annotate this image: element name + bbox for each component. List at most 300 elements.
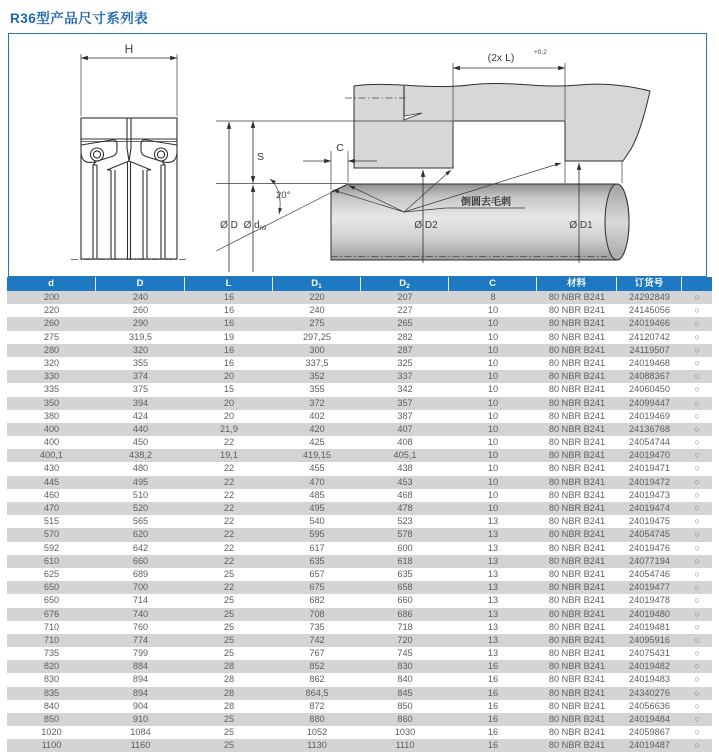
stock-indicator: ○ xyxy=(694,318,700,329)
table-cell: 352 xyxy=(309,371,325,382)
table-cell: 24088367 xyxy=(629,371,670,382)
table-cell: 80 NBR B241 xyxy=(548,687,606,698)
table-cell: 355 xyxy=(132,357,149,368)
stock-indicator: ○ xyxy=(694,700,700,711)
table-cell: 884 xyxy=(132,661,149,672)
table-cell: 894 xyxy=(132,687,149,698)
table-body xyxy=(7,291,712,752)
table-cell: 840 xyxy=(397,674,413,685)
table-cell: 24019484 xyxy=(629,714,670,724)
table-cell: 578 xyxy=(397,529,413,540)
stock-indicator: ○ xyxy=(694,555,700,566)
table-cell: 453 xyxy=(397,476,413,487)
table-cell: 80 NBR B241 xyxy=(548,450,606,461)
table-cell: 80 NBR B241 xyxy=(548,344,606,355)
stock-indicator: ○ xyxy=(694,384,700,395)
table-row xyxy=(7,476,712,489)
table-cell: 24019475 xyxy=(629,516,670,527)
table-cell: 1020 xyxy=(41,727,62,738)
stock-indicator: ○ xyxy=(694,410,700,421)
dia-d-label: Ø $d_{h9}$ xyxy=(243,220,267,232)
table-cell: 24056636 xyxy=(629,700,670,711)
table-cell: 13 xyxy=(487,529,499,540)
table-cell: 22 xyxy=(223,529,235,540)
table-row xyxy=(7,568,712,581)
table-row xyxy=(7,331,712,344)
table-cell: 24019470 xyxy=(629,450,670,461)
table-cell: 24019481 xyxy=(629,621,670,632)
angle-label: 20° xyxy=(276,190,291,201)
table-cell: 19,1 xyxy=(220,450,238,461)
table-cell: 80 NBR B241 xyxy=(548,423,606,434)
table-cell: 13 xyxy=(487,542,499,553)
table-cell: 387 xyxy=(397,410,413,421)
table-cell: 80 NBR B241 xyxy=(548,292,606,302)
table-row xyxy=(7,436,712,449)
table-cell: 22 xyxy=(223,463,235,474)
table-row xyxy=(7,344,712,357)
shaft-end-cap xyxy=(605,184,629,260)
table-row xyxy=(7,687,712,700)
table-row xyxy=(7,621,712,634)
table-row xyxy=(7,370,712,383)
column-header: $D_1$ xyxy=(273,277,361,291)
table-cell: 24019468 xyxy=(629,357,670,368)
stock-indicator: ○ xyxy=(694,648,700,659)
table-cell: 510 xyxy=(132,489,149,500)
table-row xyxy=(7,423,712,436)
table-cell: 618 xyxy=(397,555,413,566)
table-cell: 80 NBR B241 xyxy=(548,621,606,632)
table-cell: 13 xyxy=(487,555,499,566)
stock-indicator: ○ xyxy=(694,516,700,527)
table-cell: 80 NBR B241 xyxy=(548,331,606,342)
table-cell: 80 NBR B241 xyxy=(548,661,606,672)
table-cell: 10 xyxy=(487,397,499,408)
table-cell: 24145056 xyxy=(629,305,670,316)
l-dimension-label: (2x L) xyxy=(487,52,515,64)
table-cell: 21,9 xyxy=(220,423,238,434)
table-cell: 220 xyxy=(43,305,60,316)
table-cell: 13 xyxy=(487,516,499,527)
table-cell: 24120742 xyxy=(629,331,670,342)
table-cell: 200 xyxy=(43,292,60,302)
stock-indicator: ○ xyxy=(694,674,700,685)
table-cell: 25 xyxy=(223,621,235,632)
table-cell: 682 xyxy=(309,595,325,606)
table-cell: 16 xyxy=(487,687,499,698)
table-cell: 265 xyxy=(397,318,413,329)
table-cell: 10 xyxy=(487,344,499,355)
table-cell: 8 xyxy=(490,292,496,302)
table-cell: 24019469 xyxy=(629,410,670,421)
table-cell: 420 xyxy=(309,423,325,434)
table-row xyxy=(7,555,712,568)
table-cell: 625 xyxy=(43,568,60,579)
table-cell: 24054744 xyxy=(629,437,670,448)
table-cell: 407 xyxy=(397,423,413,434)
table-row xyxy=(7,713,712,726)
stock-indicator: ○ xyxy=(694,542,700,553)
table-cell: 24019482 xyxy=(629,661,670,672)
table-row xyxy=(7,608,712,621)
table-cell: 24136768 xyxy=(629,423,670,434)
table-cell: 240 xyxy=(309,305,325,316)
table-cell: 24019476 xyxy=(629,542,670,553)
table-cell: 80 NBR B241 xyxy=(548,674,606,685)
table-cell: 440 xyxy=(132,423,149,434)
table-row xyxy=(7,673,712,686)
table-cell: 760 xyxy=(132,621,149,632)
table-cell: 718 xyxy=(397,621,413,632)
table-cell: 80 NBR B241 xyxy=(548,357,606,368)
table-cell: 400 xyxy=(43,437,60,448)
table-cell: 910 xyxy=(132,714,149,724)
table-cell: 10 xyxy=(487,331,499,342)
table-cell: 13 xyxy=(487,634,499,645)
table-row xyxy=(7,739,712,752)
table-cell: 80 NBR B241 xyxy=(548,634,606,645)
table-cell: 13 xyxy=(487,582,499,593)
stock-indicator: ○ xyxy=(694,727,700,738)
stock-indicator: ○ xyxy=(694,714,700,724)
table-cell: 80 NBR B241 xyxy=(548,542,606,553)
table-cell: 22 xyxy=(223,516,235,527)
table-cell: 357 xyxy=(397,397,413,408)
table-cell: 297,25 xyxy=(302,331,332,342)
table-cell: 676 xyxy=(43,608,60,619)
stock-indicator: ○ xyxy=(694,529,700,540)
table-cell: 22 xyxy=(223,489,235,500)
table-cell: 485 xyxy=(309,489,325,500)
table-cell: 686 xyxy=(397,608,413,619)
table-cell: 852 xyxy=(309,661,325,672)
table-cell: 880 xyxy=(309,714,325,724)
table-cell: 227 xyxy=(397,305,413,316)
table-cell: 710 xyxy=(43,634,60,645)
stock-indicator: ○ xyxy=(694,489,700,500)
table-cell: 24019473 xyxy=(629,489,670,500)
stock-indicator: ○ xyxy=(694,463,700,474)
table-cell: 830 xyxy=(397,661,413,672)
table-cell: 80 NBR B241 xyxy=(548,384,606,395)
stock-indicator: ○ xyxy=(694,344,700,355)
table-cell: 16 xyxy=(487,727,499,738)
table-cell: 495 xyxy=(132,476,149,487)
installation-drawing xyxy=(216,49,650,272)
table-cell: 835 xyxy=(43,687,60,698)
table-cell: 372 xyxy=(309,397,325,408)
table-cell: 1030 xyxy=(394,727,416,738)
table-cell: 402 xyxy=(309,410,325,421)
table-row xyxy=(7,462,712,475)
table-cell: 319,5 xyxy=(129,331,152,342)
table-cell: 80 NBR B241 xyxy=(548,700,606,711)
table-cell: 16 xyxy=(223,292,235,302)
table-row xyxy=(7,304,712,317)
table-cell: 80 NBR B241 xyxy=(548,476,606,487)
table-cell: 24019478 xyxy=(629,595,670,606)
seal-cross-section-drawing xyxy=(71,42,187,260)
table-cell: 15 xyxy=(223,384,235,395)
table-cell: 455 xyxy=(309,463,325,474)
table-cell: 495 xyxy=(309,503,325,513)
table-cell: 80 NBR B241 xyxy=(548,714,606,724)
table-row xyxy=(7,594,712,607)
table-row xyxy=(7,515,712,528)
table-cell: 260 xyxy=(132,305,149,316)
table-cell: 720 xyxy=(397,634,413,645)
table-cell: 80 NBR B241 xyxy=(548,397,606,408)
table-cell: 282 xyxy=(397,331,413,342)
h-dimension-label: H xyxy=(124,42,134,56)
table-cell: 845 xyxy=(397,687,413,698)
table-cell: 570 xyxy=(43,529,60,540)
table-cell: 10 xyxy=(487,450,499,461)
table-cell: 374 xyxy=(132,371,149,382)
column-header: C xyxy=(449,277,537,291)
table-cell: 1160 xyxy=(130,740,151,751)
table-cell: 300 xyxy=(309,344,325,355)
table-cell: 24019471 xyxy=(629,463,670,474)
table-cell: 290 xyxy=(132,318,149,329)
table-cell: 19 xyxy=(223,331,235,342)
table-cell: 207 xyxy=(397,292,413,302)
table-cell: 438,2 xyxy=(129,450,152,461)
table-cell: 80 NBR B241 xyxy=(548,463,606,474)
table-cell: 675 xyxy=(309,582,325,593)
stock-indicator: ○ xyxy=(694,397,700,408)
dia-D2-label: Ø D2 xyxy=(414,220,438,231)
table-cell: 424 xyxy=(132,410,149,421)
table-cell: 400 xyxy=(43,423,60,434)
table-cell: 16 xyxy=(487,674,499,685)
table-row xyxy=(7,542,712,555)
table-cell: 16 xyxy=(487,700,499,711)
table-cell: 280 xyxy=(43,344,60,355)
table-cell: 80 NBR B241 xyxy=(548,371,606,382)
table-cell: 20 xyxy=(223,410,235,421)
l-tolerance-label: +0,2 xyxy=(534,49,547,56)
table-cell: 904 xyxy=(132,700,149,711)
table-cell: 660 xyxy=(397,595,413,606)
table-cell: 80 NBR B241 xyxy=(548,568,606,579)
table-cell: 24340276 xyxy=(629,687,670,698)
table-cell: 10 xyxy=(487,489,499,500)
table-cell: 80 NBR B241 xyxy=(548,608,606,619)
table-cell: 635 xyxy=(397,568,413,579)
table-cell: 25 xyxy=(223,595,235,606)
table-cell: 375 xyxy=(132,384,149,395)
table-row xyxy=(7,449,712,462)
table-cell: 320 xyxy=(43,357,60,368)
c-dimension-label: C xyxy=(336,142,344,154)
table-cell: 275 xyxy=(309,318,325,329)
table-cell: 405,1 xyxy=(393,450,417,461)
table-cell: 13 xyxy=(487,568,499,579)
o-ring-right xyxy=(155,148,168,161)
table-cell: 24019480 xyxy=(629,608,670,619)
table-cell: 220 xyxy=(309,292,325,302)
column-header: L xyxy=(185,277,273,291)
table-cell: 10 xyxy=(487,437,499,448)
table-cell: 650 xyxy=(43,582,60,593)
table-cell: 24060450 xyxy=(629,384,670,395)
table-cell: 330 xyxy=(43,371,60,382)
table-cell: 1130 xyxy=(307,740,327,751)
table-cell: 735 xyxy=(43,648,60,659)
table-cell: 799 xyxy=(132,648,149,659)
table-cell: 595 xyxy=(309,529,325,540)
seal-legs xyxy=(93,162,165,259)
table-cell: 565 xyxy=(132,516,149,527)
stock-indicator: ○ xyxy=(694,621,700,632)
dimension-table xyxy=(7,277,712,752)
table-cell: 470 xyxy=(43,503,60,513)
table-cell: 10 xyxy=(487,357,499,368)
table-cell: 617 xyxy=(309,542,325,553)
table-cell: 658 xyxy=(397,582,413,593)
table-cell: 430 xyxy=(43,463,60,474)
page-title: R36型产品尺寸系列表 xyxy=(10,11,149,26)
table-cell: 523 xyxy=(397,516,413,527)
table-row xyxy=(7,357,712,370)
table-cell: 740 xyxy=(132,608,149,619)
housing xyxy=(354,83,650,168)
table-cell: 657 xyxy=(309,568,325,579)
table-cell: 419,15 xyxy=(302,450,332,461)
table-cell: 80 NBR B241 xyxy=(548,595,606,606)
table-cell: 850 xyxy=(43,714,60,724)
table-cell: 650 xyxy=(43,595,60,606)
table-cell: 80 NBR B241 xyxy=(548,503,606,513)
table-cell: 25 xyxy=(223,634,235,645)
table-cell: 24292849 xyxy=(629,292,670,302)
table-cell: 24099447 xyxy=(629,397,670,408)
table-cell: 22 xyxy=(223,555,235,566)
table-cell: 80 NBR B241 xyxy=(548,582,606,593)
table-cell: 28 xyxy=(223,661,235,672)
column-header xyxy=(682,277,712,291)
table-cell: 380 xyxy=(43,410,60,421)
table-cell: 22 xyxy=(223,582,235,593)
table-cell: 864,5 xyxy=(305,687,329,698)
column-header: 订货号 xyxy=(617,277,682,291)
stock-indicator: ○ xyxy=(694,634,700,645)
table-cell: 460 xyxy=(43,489,60,500)
stock-indicator: ○ xyxy=(694,595,700,606)
table-cell: 468 xyxy=(397,489,413,500)
table-cell: 24077194 xyxy=(629,555,670,566)
table-cell: 355 xyxy=(309,384,325,395)
stock-indicator: ○ xyxy=(694,357,700,368)
column-header: $D_2$ xyxy=(361,277,449,291)
table-cell: 240 xyxy=(132,292,149,302)
table-cell: 13 xyxy=(487,608,499,619)
table-header-row xyxy=(7,277,712,291)
table-cell: 80 NBR B241 xyxy=(548,516,606,527)
table-row xyxy=(7,647,712,660)
table-cell: 24054745 xyxy=(629,529,670,540)
table-cell: 20 xyxy=(223,397,235,408)
table-cell: 689 xyxy=(132,568,149,579)
stock-indicator: ○ xyxy=(694,450,700,461)
table-cell: 80 NBR B241 xyxy=(548,489,606,500)
table-cell: 470 xyxy=(309,476,325,487)
stock-indicator: ○ xyxy=(694,503,700,513)
table-cell: 80 NBR B241 xyxy=(548,740,606,751)
table-cell: 600 xyxy=(397,542,413,553)
stock-indicator: ○ xyxy=(694,740,700,751)
stock-indicator: ○ xyxy=(694,687,700,698)
table-cell: 1052 xyxy=(306,727,328,738)
table-row xyxy=(7,634,712,647)
stock-indicator: ○ xyxy=(694,331,700,342)
table-cell: 394 xyxy=(132,397,149,408)
table-cell: 24019487 xyxy=(629,740,670,751)
table-cell: 10 xyxy=(487,305,499,316)
stock-indicator: ○ xyxy=(694,568,700,579)
table-cell: 25 xyxy=(223,740,235,751)
table-cell: 24095916 xyxy=(629,634,670,645)
table-cell: 10 xyxy=(487,371,499,382)
table-cell: 10 xyxy=(487,384,499,395)
table-cell: 24019483 xyxy=(629,674,670,685)
table-cell: 260 xyxy=(43,318,60,329)
table-cell: 850 xyxy=(397,700,413,711)
table-cell: 20 xyxy=(223,371,235,382)
table-cell: 480 xyxy=(132,463,149,474)
table-cell: 708 xyxy=(309,608,325,619)
table-cell: 80 NBR B241 xyxy=(548,437,606,448)
table-cell: 24075431 xyxy=(629,648,670,659)
table-cell: 610 xyxy=(43,555,60,566)
table-cell: 425 xyxy=(309,437,325,448)
table-cell: 275 xyxy=(43,331,60,342)
table-cell: 660 xyxy=(132,555,149,566)
stock-indicator: ○ xyxy=(694,582,700,593)
table-cell: 80 NBR B241 xyxy=(548,555,606,566)
table-row xyxy=(7,291,712,304)
table-cell: 16 xyxy=(487,661,499,672)
column-header: 材料 xyxy=(537,277,617,291)
table-cell: 767 xyxy=(309,648,325,659)
stock-indicator: ○ xyxy=(694,371,700,382)
table-cell: 10 xyxy=(487,318,499,329)
table-cell: 745 xyxy=(397,648,413,659)
stock-indicator: ○ xyxy=(694,608,700,619)
table-cell: 592 xyxy=(43,542,60,553)
table-cell: 774 xyxy=(132,634,149,645)
table-row xyxy=(7,660,712,673)
table-cell: 16 xyxy=(487,740,499,751)
table-cell: 22 xyxy=(223,503,235,513)
table-cell: 80 NBR B241 xyxy=(548,410,606,421)
table-cell: 287 xyxy=(397,344,413,355)
table-cell: 22 xyxy=(223,476,235,487)
table-cell: 860 xyxy=(397,714,413,724)
table-cell: 25 xyxy=(223,608,235,619)
stock-indicator: ○ xyxy=(694,476,700,487)
table-cell: 25 xyxy=(223,714,235,724)
table-cell: 13 xyxy=(487,595,499,606)
table-cell: 24019472 xyxy=(629,476,670,487)
table-cell: 515 xyxy=(43,516,60,527)
table-cell: 10 xyxy=(487,410,499,421)
table-row xyxy=(7,397,712,410)
table-cell: 700 xyxy=(132,582,149,593)
deburr-note-label: 倒圆去毛刺 xyxy=(461,197,511,208)
